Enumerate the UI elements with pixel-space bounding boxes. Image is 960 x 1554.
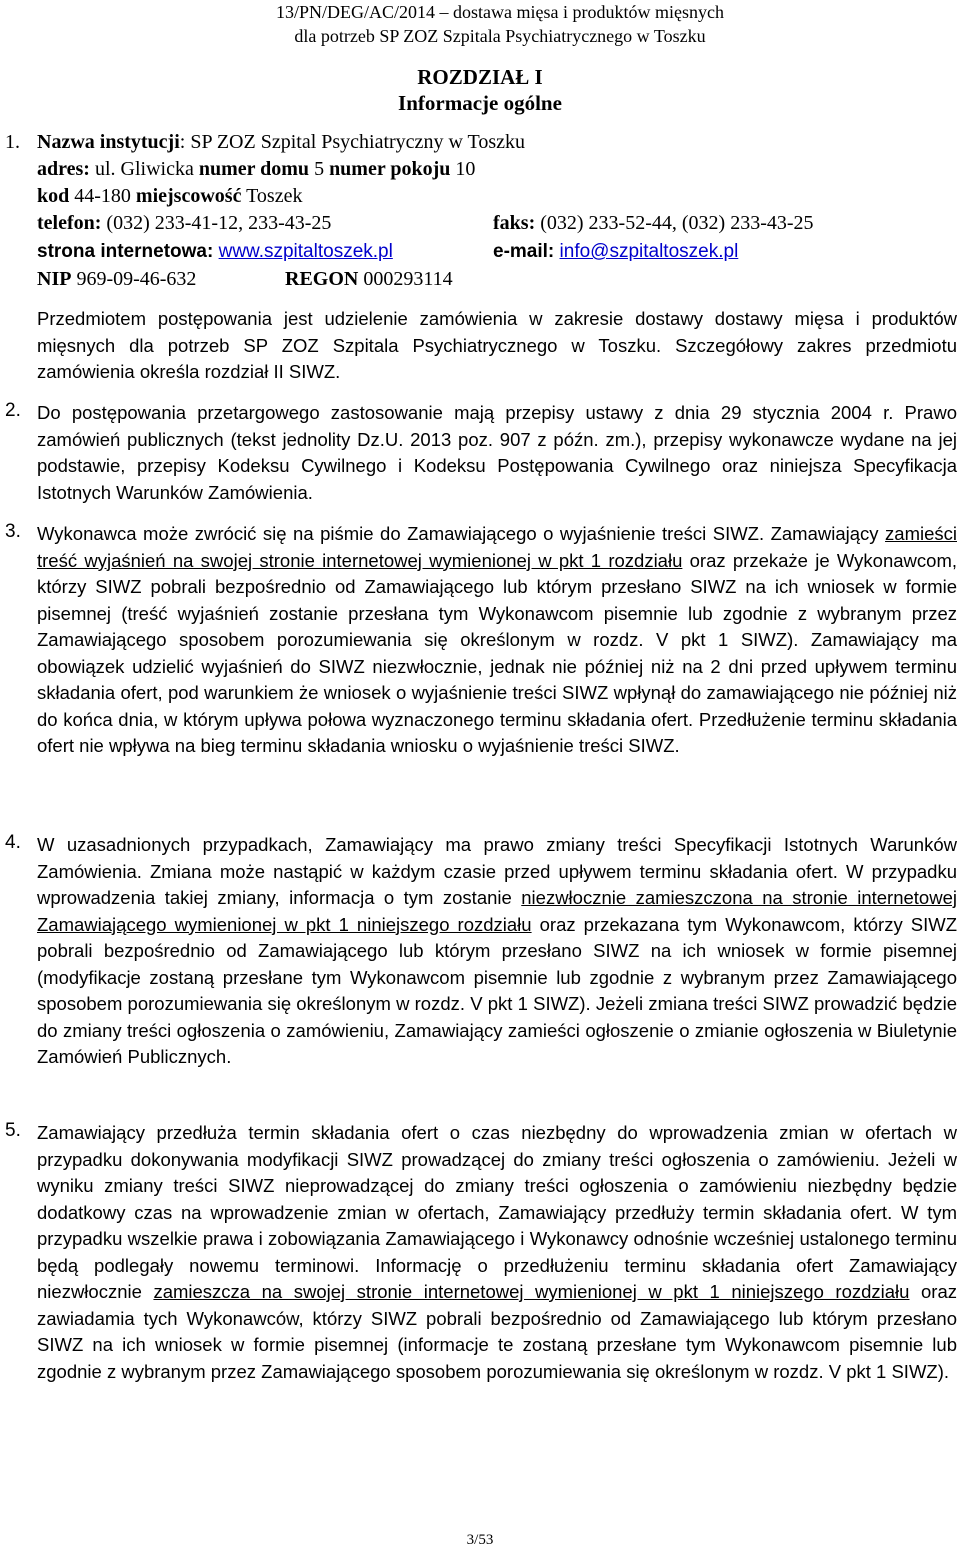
- chapter-subtitle: Informacje ogólne: [398, 91, 562, 115]
- phone-label: telefon:: [37, 212, 102, 234]
- section-3-text-a: Wykonawca może zwrócić się na piśmie do Zamawiającego o wyjaśnienie treści SIWZ. Zamawiający: [37, 523, 886, 544]
- institution-name: [37, 131, 525, 154]
- section-5-number: 5.: [5, 1120, 21, 1141]
- section-3-text-underlined: zamieści treść wyjaśnień na swojej stronie internetowej wymienionej w pkt 1 rozdziału: [37, 523, 957, 571]
- regon-label: REGON: [285, 268, 359, 290]
- regon-line: [285, 268, 453, 291]
- postcode-value: 44-180: [69, 185, 136, 207]
- street-value: ul. Gliwicka: [89, 158, 199, 180]
- city-label: miejscowość: [135, 185, 242, 207]
- section-2-paragraph: Do postępowania przetargowego zastosowanie mają przepisy ustawy z dnia 29 stycznia 2004 r. Prawo zamówień publicznych (tekst jednolity Dz.U. 2013 poz. 907 z późn. zm.), przepisy wykonawcze wydane na jej podstawie, przepisy Kodeksu Cywilnego i Kodeksu Postępowania Cywilnego oraz niniejsza Specyfikacja Istotnych Warunków Zamówienia.: [37, 402, 957, 503]
- nip-label: NIP: [37, 268, 72, 290]
- subject-paragraph: Przedmiotem postępowania jest udzielenie zamówienia w zakresie dostawy dostawy mięsa i produktów mięsnych dla potrzeb SP ZOZ Szpitala Psychiatrycznego w Toszku. Szczegółowy zakres przedmiotu zamówienia określa rozdział II SIWZ.: [37, 308, 957, 382]
- chapter-title: ROZDZIAŁ I: [417, 65, 543, 89]
- section-3-number: 3.: [5, 521, 21, 542]
- city-value: Toszek: [241, 185, 303, 207]
- chapter-heading: [330, 64, 630, 116]
- section-4-text-b: oraz przekazana tym Wykonawcom, którzy SIWZ pobrali bezpośrednio od Zamawiającego lub którym przesłano SIWZ na ich wniosek w formie pisemnej (modyfikacje zostaną przesłane tym Wykonawcom pisemnie lub zgodnie z wybranym przez Zamawiającego sposobem porozumiewania się określonym w rozdz. V pkt 1 SIWZ). Jeżeli zmiana treści SIWZ prowadzić będzie do zmiany treści ogłoszenia o zamówieniu, Zamawiający zamieści ogłoszenie o zmianie ogłoszenia w Biuletynie Zamówień Publicznych.: [37, 913, 957, 1067]
- fax-value: (032) 233-52-44, (032) 233-43-25: [535, 212, 814, 234]
- nip-value: 969-09-46-632: [71, 268, 197, 290]
- room-value: 10: [450, 158, 476, 180]
- header-line-1: 13/PN/DEG/AC/2014 – dostawa mięsa i produktów mięsnych: [276, 2, 724, 22]
- section-5-text-underlined: zamieszcza na swojej stronie internetowej wymienionej w pkt 1 niniejszego rozdziału: [153, 1281, 910, 1302]
- phone-value: (032) 233-41-12, 233-43-25: [101, 212, 332, 234]
- section-4-paragraph: [37, 832, 957, 1071]
- house-label: numer domu: [198, 158, 310, 180]
- regon-value: 000293114: [358, 268, 453, 290]
- phone-line: [37, 212, 331, 235]
- street-label: adres:: [37, 158, 90, 180]
- header-line-2: dla potrzeb SP ZOZ Szpitala Psychiatrycznego w Toszku: [294, 26, 706, 46]
- page-number: 3/53: [466, 1532, 494, 1548]
- section-2-number: 2.: [5, 400, 21, 421]
- section-4-number: 4.: [5, 832, 21, 853]
- section-1-number: 1.: [5, 131, 20, 153]
- website-line: [37, 241, 393, 263]
- section-3-text-b: oraz przekaże je Wykonawcom, którzy SIWZ pobrali bezpośrednio od Zamawiającego lub którym przesłano SIWZ na ich wniosek w formie pisemnej (treść wyjaśnień zostanie przesłana tym Wykonawcom pisemnie lub zgodnie z wybranym przez Zamawiającego sposobem porozumiewania się określonym w rozdz. V pkt 1 SIWZ). Zamawiający ma obowiązek udzielić wyjaśnień do SIWZ niezwłocznie, jednak nie później niż na 2 dni przed upływem terminu składania ofert, pod warunkiem że wniosek o wyjaśnienie treści SIWZ wpłynął do zamawiającego nie później niż do końca dnia, w którym upływa połowa wyznaczonego terminu składania ofert. Przedłużenie terminu składania ofert nie wpływa na bieg terminu składania wniosku o wyjaśnienie treści SIWZ.: [37, 549, 957, 756]
- section-4-text-underlined: niezwłocznie zamieszczona na stronie internetowej Zamawiającego wymienionej w pkt 1 niniejszego rozdziału: [37, 887, 957, 935]
- website-link[interactable]: www.szpitaltoszek.pl: [218, 241, 393, 262]
- nip-line: [37, 268, 196, 291]
- email-line: [493, 241, 738, 263]
- section-4-text-a: W uzasadnionych przypadkach, Zamawiający ma prawo zmiany treści Specyfikacji Istotnych Warunków Zamówienia. Zmiana może nastąpić w każdym czasie przed upływem terminu składania ofert. W przypadku wprowadzenia takiej zmiany, informacja o tym zostanie: [37, 834, 957, 908]
- website-label: strona internetowa:: [37, 241, 214, 262]
- room-label: numer pokoju: [329, 158, 451, 180]
- address-line: [37, 158, 475, 181]
- institution-name-value: : SP ZOZ Szpital Psychiatryczny w Toszku: [179, 131, 525, 153]
- email-link[interactable]: info@szpitaltoszek.pl: [559, 241, 739, 262]
- section-3-paragraph: [37, 521, 957, 760]
- fax-label: faks:: [493, 212, 536, 234]
- section-5-paragraph: [37, 1120, 957, 1385]
- fax-line: [493, 212, 814, 235]
- section-5-text-b: oraz zawiadamia tych Wykonawców, którzy SIWZ pobrali bezpośrednio od Zamawiającego lub którym przesłano SIWZ na ich wniosek w formie pisemnej (informacje te zostaną przesłane tym Wykonawcom pisemnie lub zgodnie z wybranym przez Zamawiającego sposobem porozumiewania się określonym w rozdz. V pkt 1 SIWZ).: [37, 1281, 957, 1382]
- institution-name-label: Nazwa instytucji: [37, 131, 180, 153]
- postcode-line: [37, 185, 302, 208]
- document-header: [230, 0, 770, 48]
- postcode-label: kod: [37, 185, 70, 207]
- house-value: 5: [309, 158, 330, 180]
- email-label: e-mail:: [493, 241, 555, 262]
- section-5-text-a: Zamawiający przedłuża termin składania ofert o czas niezbędny do wprowadzenia zmian w ofertach w przypadku dokonywania modyfikacji SIWZ prowadzącej do zmiany treści ogłoszenia o zamówieniu. Jeżeli w wyniku zmiany treści SIWZ nieprowadzącej do zmiany treści ogłoszenia o zamówieniu niezbędny będzie dodatkowy czas na wprowadzenie zmian w ofertach, Zamawiający przedłuży termin składania ofert. W tym przypadku wszelkie prawa i zobowiązania Zamawiającego i Wykonawcy odnośnie wcześniej ustalonego terminu będą podlegały nowemu terminowi. Informację o przedłużeniu terminu składania ofert Zamawiający niezwłocznie: [37, 1122, 957, 1302]
